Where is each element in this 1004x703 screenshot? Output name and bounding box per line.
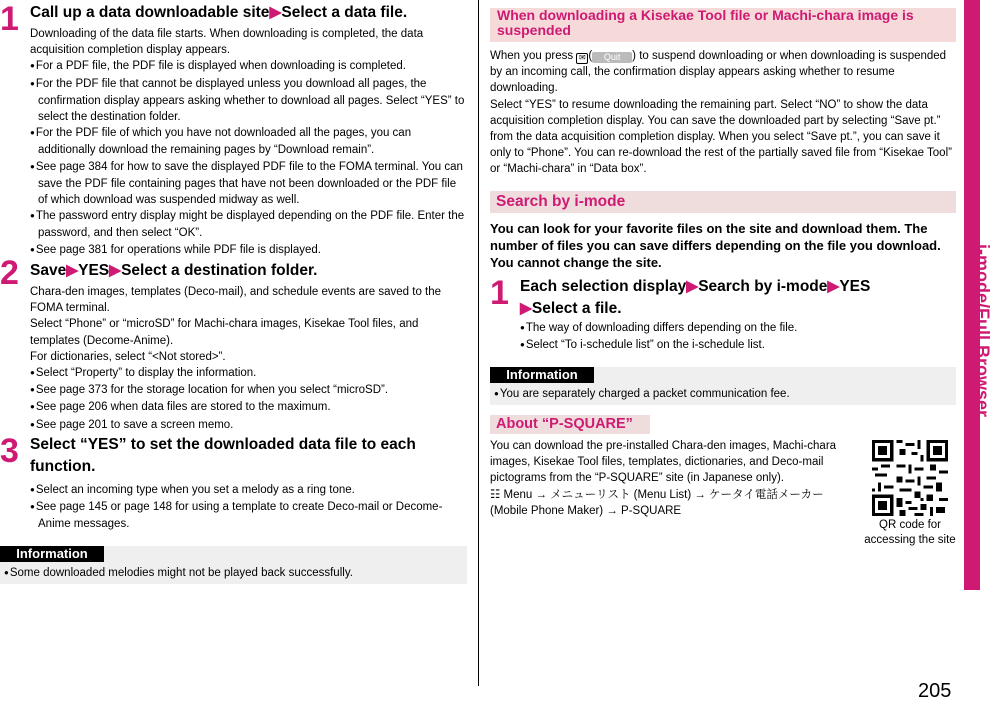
bullet-item: ● For a PDF file, the PDF file is displayed when downloading is completed. (30, 58, 467, 75)
text-part: to suspend downloading or when downloading is suspended by an incoming call, the confirmation display appears asking whether to resume downloading. (490, 50, 947, 95)
bullet-item: ● See page 145 or page 148 for using a template to create Deco-mail or Decome-Anime messages. (30, 499, 467, 532)
mail-key-icon: ✉ (576, 53, 588, 64)
step-title (520, 276, 940, 320)
information-label: Information (0, 546, 104, 562)
menu-key-icon: ☷ (490, 488, 501, 501)
step-number: 3 (0, 432, 19, 470)
bullet-item: ● The password entry display might be displayed depending on the PDF file. Enter the password, and then select “OK”. (30, 208, 467, 241)
search-lead: You can look for your favorite files on the site and download them. The number of files you can save differs depending on the file you download. You cannot change the site. (490, 221, 941, 270)
qr-code-image (870, 440, 950, 516)
bullet-item: ● Select an incoming type when you set a melody as a ring tone. (30, 482, 467, 499)
step-number: 1 (0, 0, 19, 38)
column-divider (478, 0, 479, 686)
arrow-icon: ▶ (827, 278, 840, 295)
step-title-part: Call up a data downloadable site (30, 4, 270, 21)
bullet-item: ● You are separately charged a packet communication fee. (494, 386, 957, 403)
step-title-part: YES (78, 262, 110, 279)
bullet-item: ● Select “Property” to display the information. (30, 365, 467, 382)
kisekae-section-title: When downloading a Kisekae Tool file or Machi-chara image is suspended (490, 8, 956, 42)
step-intro: Downloading of the data file starts. When downloading is completed, the data acquisition completion display appears. (30, 28, 424, 57)
bullet-item: ● For the PDF file that cannot be displayed unless you download all pages, the confirmation display appears asking whether to download all pages. Select “YES” to select the destination folder. (30, 76, 467, 126)
step-number: 2 (0, 254, 19, 292)
step-title-part: Each selection display (520, 278, 687, 295)
step-title-part: Search by i-mode (698, 278, 828, 295)
text-part: When you press (490, 50, 574, 62)
step-body (30, 26, 467, 259)
bullet-item: ● See page 206 when data files are stored to the maximum. (30, 399, 467, 416)
information-label: Information (490, 367, 594, 383)
kisekae-body (490, 48, 956, 178)
information-box (490, 367, 956, 405)
step-title-part: Save (30, 262, 67, 279)
step-body (520, 320, 956, 354)
bullet-item: ● See page 201 to save a screen memo. (30, 417, 467, 434)
arrow-icon: ▶ (269, 4, 282, 21)
step-intro: Chara-den images, templates (Deco-mail), and schedule events are saved to the FOMA terminal. (30, 286, 442, 315)
step-intro: For dictionaries, select “<Not stored>”. (30, 350, 226, 363)
arrow-icon: ▶ (109, 262, 122, 279)
step-number: 1 (490, 274, 509, 312)
bullet-item: ● For the PDF file of which you have not downloaded all the pages, you can additionally download the remaining pages by “Download remain”. (30, 125, 467, 158)
arrow-icon: ▶ (686, 278, 699, 295)
step-title-part: YES (839, 278, 871, 295)
search-section-title: Search by i-mode (490, 191, 956, 213)
arrow-icon: ▶ (66, 262, 79, 279)
psquare-section-title: About “P-SQUARE” (490, 415, 650, 434)
qr-caption: QR code for accessing the site (864, 519, 956, 546)
bullet-item: ● The way of downloading differs depending on the file. (520, 320, 956, 337)
psquare-body (490, 438, 854, 519)
arrow-icon: ▶ (520, 300, 532, 317)
kisekae-paragraph: When you press ✉ ( Quit ) to suspend downloading or when downloading is suspended by an incoming call, the confirmation display appears asking whether to resume downloading. (490, 50, 947, 95)
psquare-paragraph: You can download the pre-installed Chara-den images, Machi-chara images, Kisekae Tool files, templates, dictionaries, and Deco-mail pictograms from the “P-SQUARE” site (in Japanese only). (490, 440, 837, 485)
step-title: Select “YES” to set the downloaded data file to each function. (30, 436, 416, 475)
bullet-item: ● See page 373 for the storage location for when you select “microSD”. (30, 382, 467, 399)
sidebar-label: i-mode/Full Browser (972, 243, 993, 418)
step-title (30, 260, 317, 281)
step-body (30, 284, 467, 434)
step-intro: Select “Phone” or “microSD” for Machi-chara images, Kisekae Tool files, and templates (Decome-Anime). (30, 318, 419, 347)
kisekae-paragraph: Select “YES” to resume downloading the remaining part. Select “NO” to show the data acquisition completion display. You can save the downloaded part by selecting “Save pt.” from the data acquisition completion display. When you select “Save pt.”, you can save it only to “Phone”. You can re-download the rest of the partially saved file from “Kisekae Tool” or “Machi-chara” in “Data box”. (490, 98, 952, 176)
bullet-item: ● Select “To i-schedule list” on the i-schedule list. (520, 337, 956, 354)
quit-softkey: Quit (592, 52, 632, 63)
bullet-item: ● See page 384 for how to save the displayed PDF file to the FOMA terminal. You can save the PDF file containing pages that have not been downloaded or the PDF file of which download was suspended midway as well. (30, 159, 467, 209)
information-box (0, 546, 467, 584)
page-number: 205 (918, 680, 952, 702)
step-title (30, 2, 407, 23)
step-body (30, 482, 467, 533)
menu-path (490, 487, 854, 519)
step-title-part: Select a data file. (281, 4, 408, 21)
menu-path-text: Menu → メニューリスト (Menu List) → ケータイ電話メーカー (Mobile Phone Maker) → P-SQUARE (490, 488, 824, 517)
step-title-part: Select a destination folder. (121, 262, 318, 279)
step-title-part: Select a file. (531, 300, 622, 317)
bullet-item: ● See page 381 for operations while PDF file is displayed. (30, 242, 467, 259)
bullet-item: ● Some downloaded melodies might not be played back successfully. (4, 565, 467, 582)
